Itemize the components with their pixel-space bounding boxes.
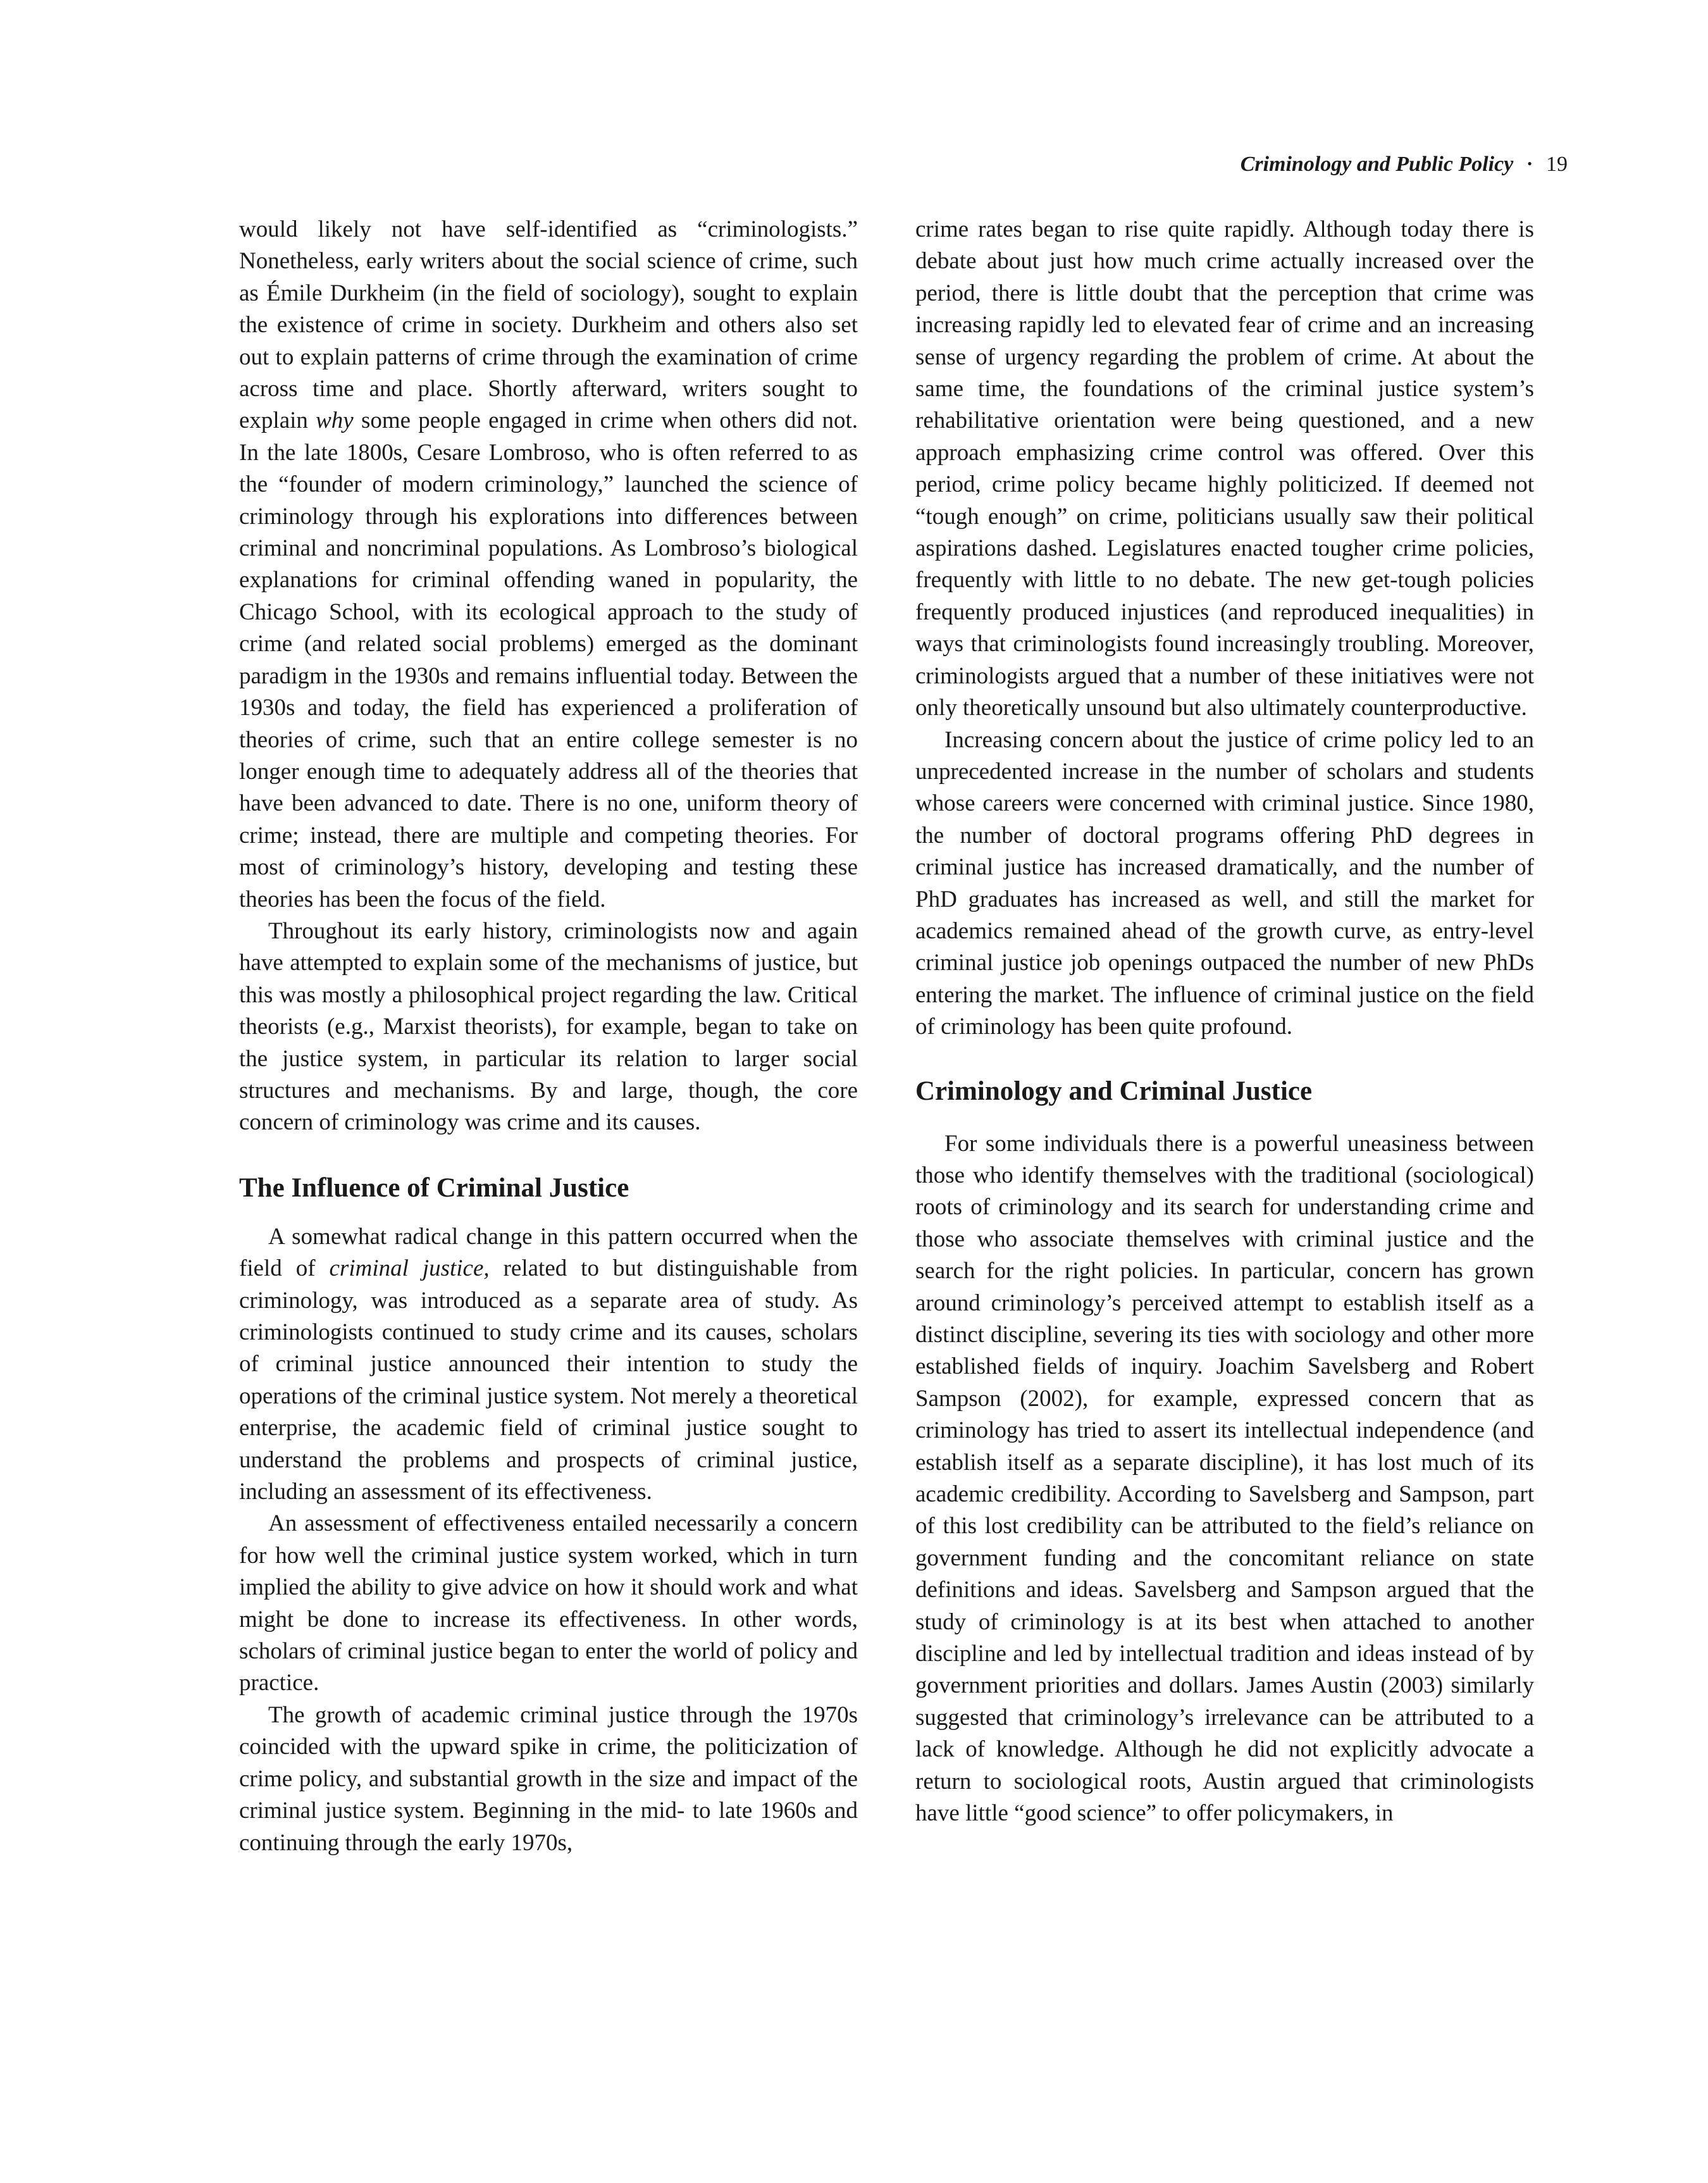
running-head-bullet: • xyxy=(1527,156,1532,171)
page-number: 19 xyxy=(1546,152,1568,176)
paragraph-text: would likely not have self-identified as “criminologists.” Nonetheless, early writers about the social science of crime, such as Émile Durkheim (in the field of sociology), sought to explain the existence of crime in society. Durkheim and others also set out to explain patterns of crime through the examination of crime across time and place. Shortly afterward, writers sought to explain xyxy=(239,216,858,434)
paragraph-text: related to but distinguishable from criminology, was introduced as a separate area of study. As criminologists continued to study crime and its causes, scholars of criminal justice announced their intention to study the operations of the criminal justice system. Not merely a theoretical enterprise, the academic field of criminal justice sought to understand the problems and prospects of criminal justice, including an assessment of its effectiveness. xyxy=(239,1255,858,1505)
paragraph: crime rates began to rise quite rapidly. Although today there is debate about just how much crime actually increased over the period, there is little doubt that the perception that crime was increasing rapidly led to elevated fear of crime and an increasing sense of urgency regarding the problem of crime. At about the same time, the foundations of the criminal justice system’s rehabilitative orientation were being questioned, and a new approach emphasizing crime control was offered. Over this period, crime policy became highly politicized. If deemed not “tough enough” on crime, politicians usually saw their political aspirations dashed. Legislatures enacted tougher crime policies, frequently with little to no debate. The new get-tough policies frequently produced injustices (and reproduced inequalities) in ways that criminologists found increasingly troubling. Moreover, criminologists argued that a number of these initiatives were not only theoretically unsound but also ultimately counterproductive. xyxy=(915,216,1534,721)
paragraph-text: A somewhat radical change in this pattern occurred when the field of xyxy=(239,1223,858,1282)
section-heading: The Influence of Criminal Justice xyxy=(239,1172,629,1203)
emphasis: criminal justice, xyxy=(329,1255,490,1282)
left-column xyxy=(239,214,858,1859)
paragraph: Increasing concern about the justice of crime policy led to an unprecedented increase in the number of scholars and students whose careers were concerned with criminal justice. Since 1980, the number of doctoral programs offering PhD degrees in criminal justice has increased dramatically, and the number of PhD graduates has increased as well, and still the market for academics remained ahead of the growth curve, as entry-level criminal justice job openings outpaced the number of new PhDs entering the market. The influence of criminal justice on the field of criminology has been quite profound. xyxy=(915,726,1534,1040)
running-head xyxy=(1241,152,1568,179)
paragraph: An assessment of effectiveness entailed necessarily a concern for how well the criminal justice system worked, which in turn implied the ability to give advice on how it should work and what might be done to increase its effectiveness. In other words, scholars of criminal justice began to enter the world of policy and practice. xyxy=(239,1510,858,1696)
section-heading: Criminology and Criminal Justice xyxy=(915,1076,1313,1106)
paragraph: For some individuals there is a powerful uneasiness between those who identify themselves with the traditional (sociological) roots of criminology and its search for understanding crime and those who associate themselves with criminal justice and the search for the right policies. In particular, concern has grown around criminology’s perceived attempt to establish itself as a distinct discipline, severing its ties with sociology and other more established fields of inquiry. Joachim Savelsberg and Robert Sampson (2002), for example, expressed concern that as criminology has tried to assert its intellectual independence (and establish itself as a separate discipline), it has lost much of its academic credibility. According to Savelsberg and Sampson, part of this lost credibility can be attributed to the field’s reliance on government funding and the concomitant reliance on state definitions and ideas. Savelsberg and Sampson argued that the study of criminology is at its best when attached to another discipline and led by intellectual tradition and ideas instead of by government priorities and dollars. James Austin (2003) similarly suggested that criminology’s irrelevance can be attributed to a lack of knowledge. Although he did not explicitly advocate a return to sociological roots, Austin argued that criminologists have little “good science” to offer policymakers, in xyxy=(915,1130,1534,1827)
paragraph: Throughout its early history, criminologists now and again have attempted to explain some of the mechanisms of justice, but this was mostly a philosophical project regarding the law. Critical theorists (e.g., Marxist theorists), for example, began to take on the justice system, in particular its relation to larger social structures and mechanisms. By and large, though, the core concern of criminology was crime and its causes. xyxy=(239,917,858,1136)
right-column xyxy=(915,214,1534,1830)
paragraph: The growth of academic criminal justice through the 1970s coincided with the upward spike in crime, the politicization of crime policy, and substantial growth in the size and impact of the criminal justice system. Beginning in the mid- to late 1960s and continuing through the early 1970s, xyxy=(239,1701,858,1856)
paragraph-text: some people engaged in crime when others did not. In the late 1800s, Cesare Lombroso, who is often referred to as the “founder of modern criminology,” launched the science of criminology through his explorations into differences between criminal and noncriminal populations. As Lombroso’s biological explanations for criminal offending waned in popularity, the Chicago School, with its ecological approach to the study of crime (and related social problems) emerged as the dominant paradigm in the 1930s and remains influential today. Between the 1930s and today, the field has experienced a proliferation of theories of crime, such that an entire college semester is no longer enough time to adequately address all of the theories that have been advanced to date. There is no one, uniform theory of crime; instead, there are multiple and competing theories. For most of criminology’s history, developing and testing these theories has been the focus of the field. xyxy=(239,407,858,912)
emphasis: why xyxy=(316,407,354,434)
running-head-title: Criminology and Public Policy xyxy=(1240,152,1514,176)
paragraph xyxy=(239,1221,858,1508)
paragraph xyxy=(239,214,858,916)
